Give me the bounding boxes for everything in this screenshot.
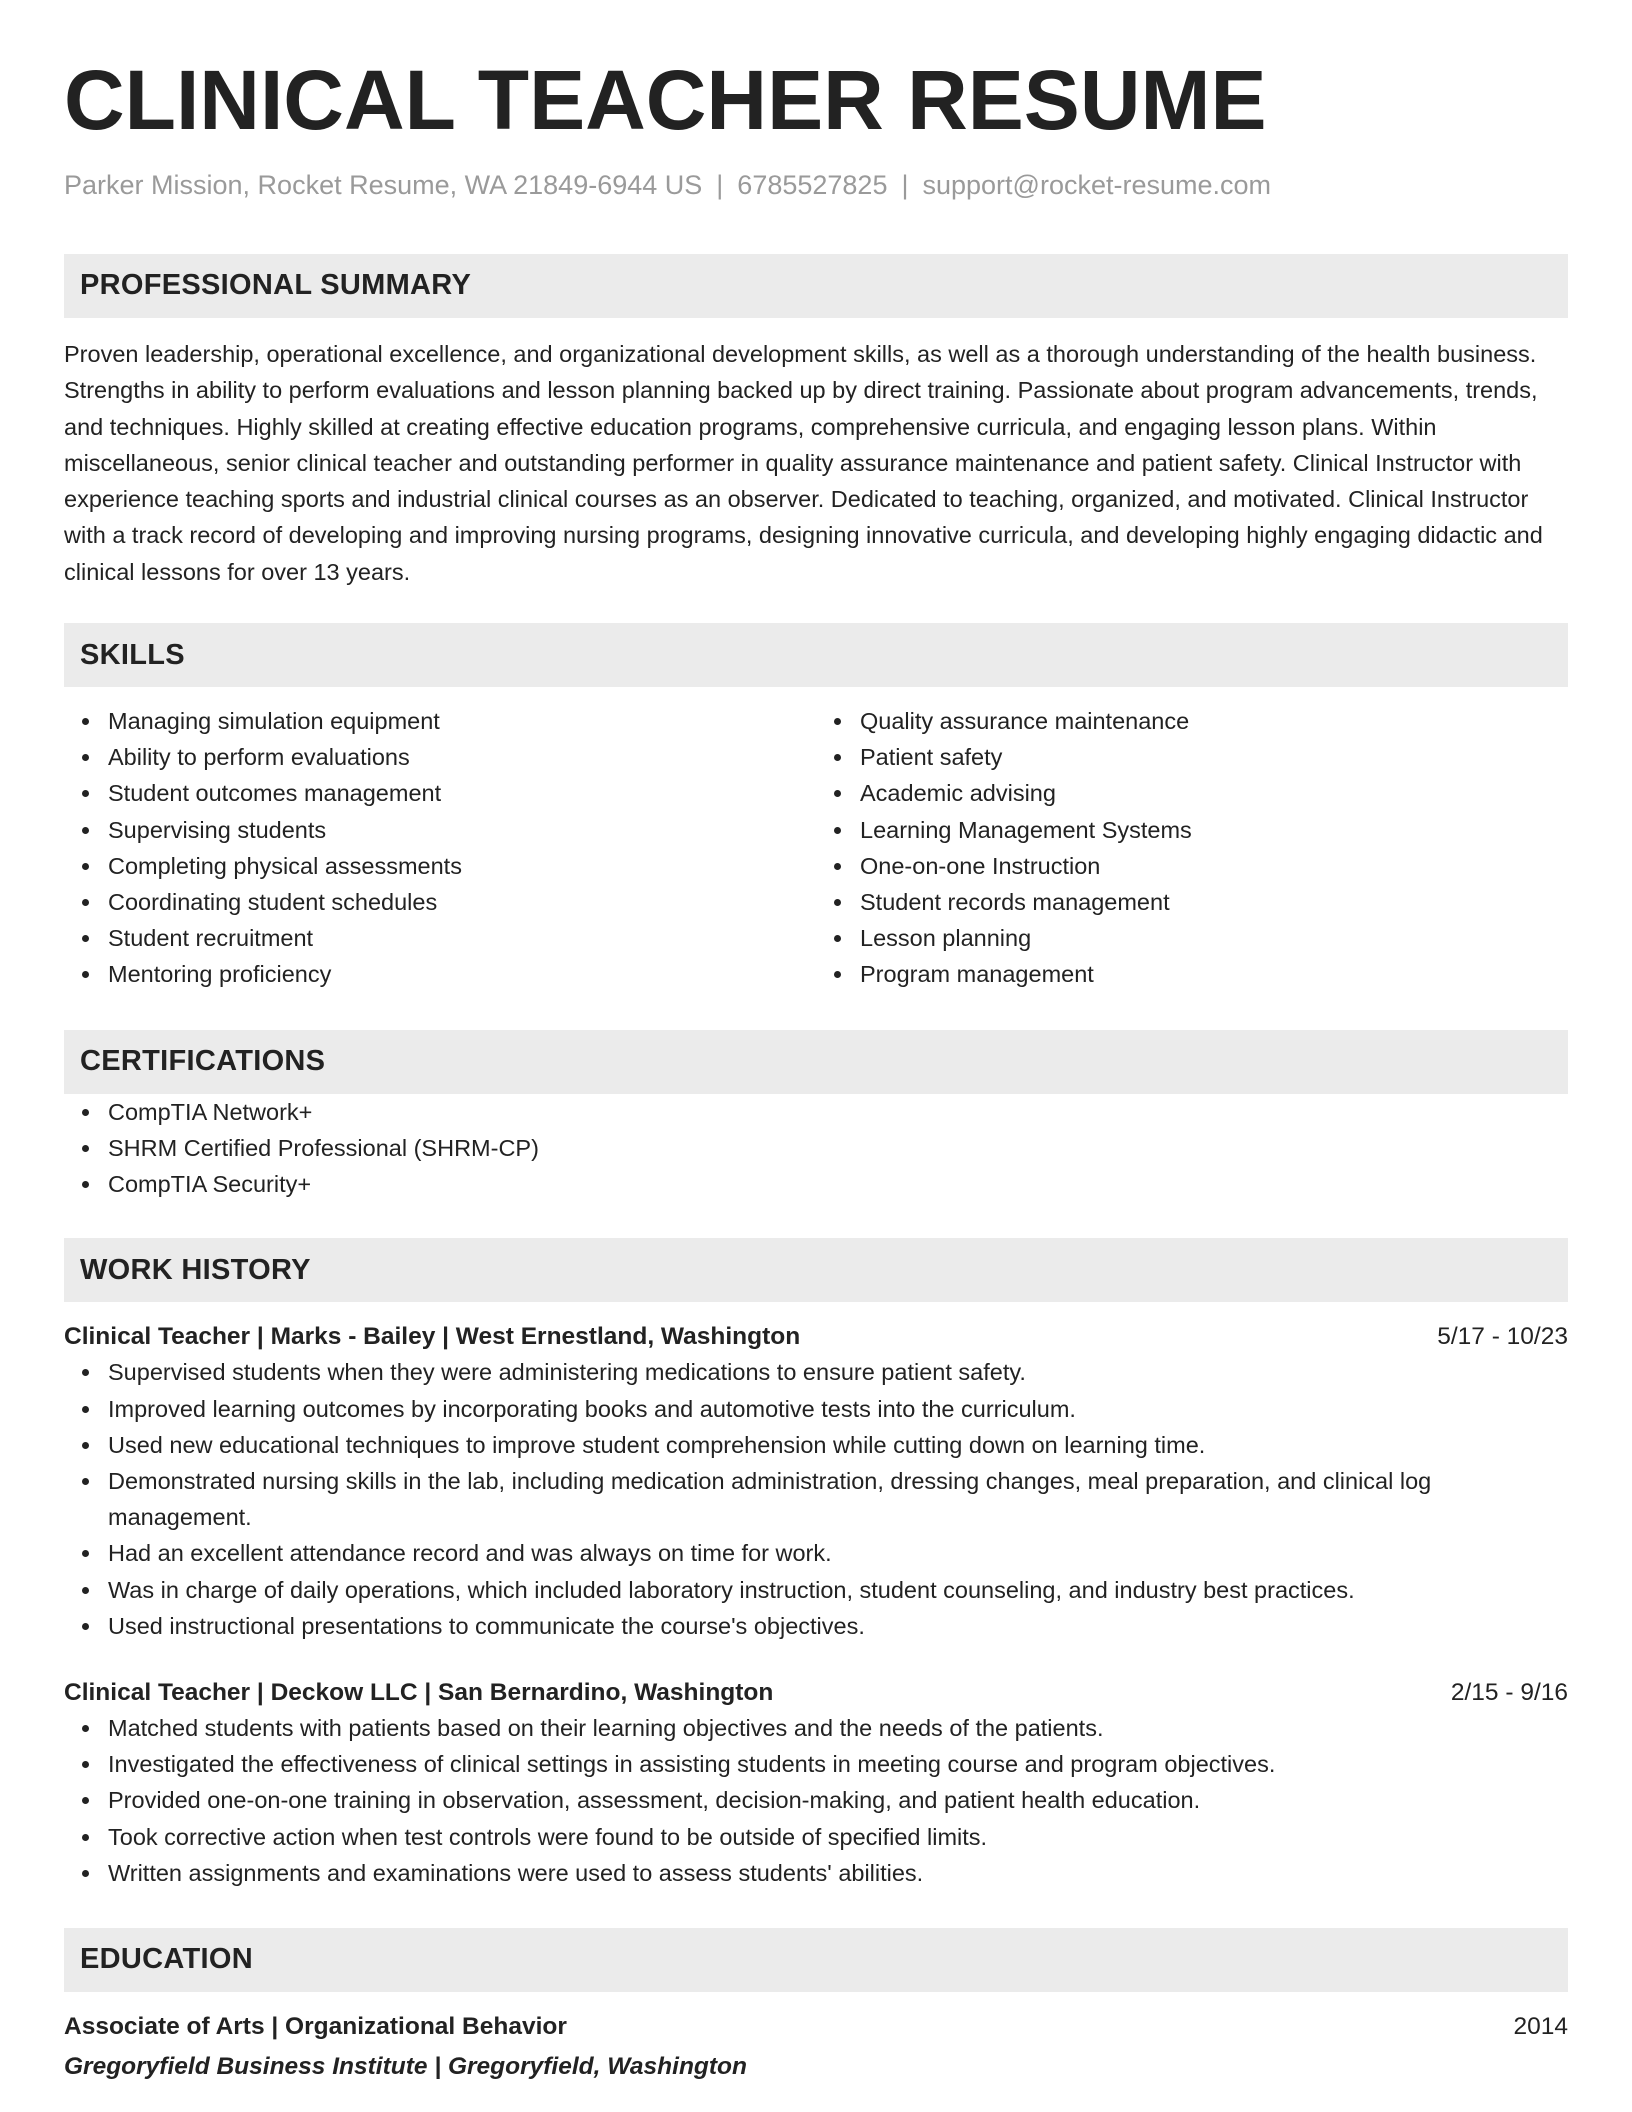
contact-separator: | xyxy=(901,169,909,200)
job-bullet: Written assignments and examinations were used to assess students' abilities. xyxy=(108,1855,1568,1891)
job-dates: 2/15 - 9/16 xyxy=(1450,1678,1568,1706)
skill-item: Supervising students xyxy=(108,812,816,848)
skill-item: Patient safety xyxy=(860,739,1568,775)
job-bullet: Investigated the effectiveness of clinical settings in assisting students in meeting course and program objectives. xyxy=(108,1746,1568,1782)
job-dates: 5/17 - 10/23 xyxy=(1437,1323,1568,1351)
section-header-education: EDUCATION xyxy=(64,1928,1568,1992)
job-bullet: Matched students with patients based on their learning objectives and the needs of the patients. xyxy=(108,1710,1568,1746)
job-bullet: Provided one-on-one training in observation, assessment, decision-making, and patient health education. xyxy=(108,1782,1568,1818)
skill-item: Academic advising xyxy=(860,775,1568,811)
contact-address: Parker Mission, Rocket Resume, WA 21849-6944 US xyxy=(64,169,703,200)
job-title-line xyxy=(64,1320,1568,1354)
job-bullet: Was in charge of daily operations, which included laboratory instruction, student counseling, and industry best practices. xyxy=(108,1572,1568,1608)
certification-item: CompTIA Network+ xyxy=(108,1094,1568,1130)
certification-item: CompTIA Security+ xyxy=(108,1166,1568,1202)
skills-list-right xyxy=(816,703,1568,993)
job-title: Clinical Teacher | Marks - Bailey | West Ernestland, Washington xyxy=(64,1323,801,1351)
skill-item: Learning Management Systems xyxy=(860,812,1568,848)
certifications-list xyxy=(64,1094,1568,1203)
education-year: 2014 xyxy=(1513,2012,1568,2040)
job-title-line xyxy=(64,1676,1568,1710)
section-header-skills: SKILLS xyxy=(64,623,1568,687)
skill-item: Managing simulation equipment xyxy=(108,703,816,739)
skills-columns xyxy=(64,703,1568,993)
education-degree-line xyxy=(64,2010,1568,2044)
resume-title: CLINICAL TEACHER RESUME xyxy=(64,53,1267,147)
job-title: Clinical Teacher | Deckow LLC | San Bernardino, Washington xyxy=(64,1678,774,1706)
job-bullet: Improved learning outcomes by incorporating books and automotive tests into the curriculum. xyxy=(108,1391,1568,1427)
job-bullet: Had an excellent attendance record and was always on time for work. xyxy=(108,1535,1568,1571)
skill-item: Quality assurance maintenance xyxy=(860,703,1568,739)
section-header-summary: PROFESSIONAL SUMMARY xyxy=(64,254,1568,318)
skill-item: Lesson planning xyxy=(860,920,1568,956)
job-bullet-list xyxy=(64,1710,1568,1891)
skill-item: Coordinating student schedules xyxy=(108,884,816,920)
skill-item: Ability to perform evaluations xyxy=(108,739,816,775)
skill-item: Mentoring proficiency xyxy=(108,956,816,992)
job-bullet: Demonstrated nursing skills in the lab, including medication administration, dressing changes, meal preparation, and clinical log management. xyxy=(108,1463,1568,1535)
section-header-certifications: CERTIFICATIONS xyxy=(64,1030,1568,1094)
certification-item: SHRM Certified Professional (SHRM-CP) xyxy=(108,1130,1568,1166)
section-header-work-history: WORK HISTORY xyxy=(64,1238,1568,1302)
job-bullet: Used new educational techniques to improve student comprehension while cutting down on learning time. xyxy=(108,1427,1568,1463)
skill-item: One-on-one Instruction xyxy=(860,848,1568,884)
education-degree: Associate of Arts | Organizational Behavior xyxy=(64,2012,567,2040)
job-bullet-list xyxy=(64,1354,1568,1644)
education-school: Gregoryfield Business Institute | Gregoryfield, Washington xyxy=(64,2052,747,2080)
job-bullet: Took corrective action when test controls were found to be outside of specified limits. xyxy=(108,1819,1568,1855)
skill-item: Student records management xyxy=(860,884,1568,920)
skill-item: Completing physical assessments xyxy=(108,848,816,884)
job-bullet: Supervised students when they were administering medications to ensure patient safety. xyxy=(108,1354,1568,1390)
skill-item: Student recruitment xyxy=(108,920,816,956)
summary-text: Proven leadership, operational excellence, and organizational development skills, as well as a thorough understanding of the health business. Strengths in ability to perform evaluations and lesson planning backed up by direct training. Passionate about program advancements, trends, and techniques. Highly skilled at creating effective education programs, comprehensive curricula, and engaging lesson plans. Within miscellaneous, senior clinical teacher and outstanding performer in quality assurance maintenance and patient safety. Clinical Instructor with experience teaching sports and industrial clinical courses as an observer. Dedicated to teaching, organized, and motivated. Clinical Instructor with a track record of developing and improving nursing programs, designing innovative curricula, and developing highly engaging didactic and clinical lessons for over 13 years. xyxy=(64,340,1543,585)
contact-email: support@rocket-resume.com xyxy=(922,169,1272,200)
contact-separator: | xyxy=(716,169,724,200)
skill-item: Student outcomes management xyxy=(108,775,816,811)
contact-phone: 6785527825 xyxy=(737,169,888,200)
skill-item: Program management xyxy=(860,956,1568,992)
contact-line xyxy=(64,169,1568,201)
skills-list-left xyxy=(64,703,816,993)
job-bullet: Used instructional presentations to communicate the course's objectives. xyxy=(108,1608,1568,1644)
